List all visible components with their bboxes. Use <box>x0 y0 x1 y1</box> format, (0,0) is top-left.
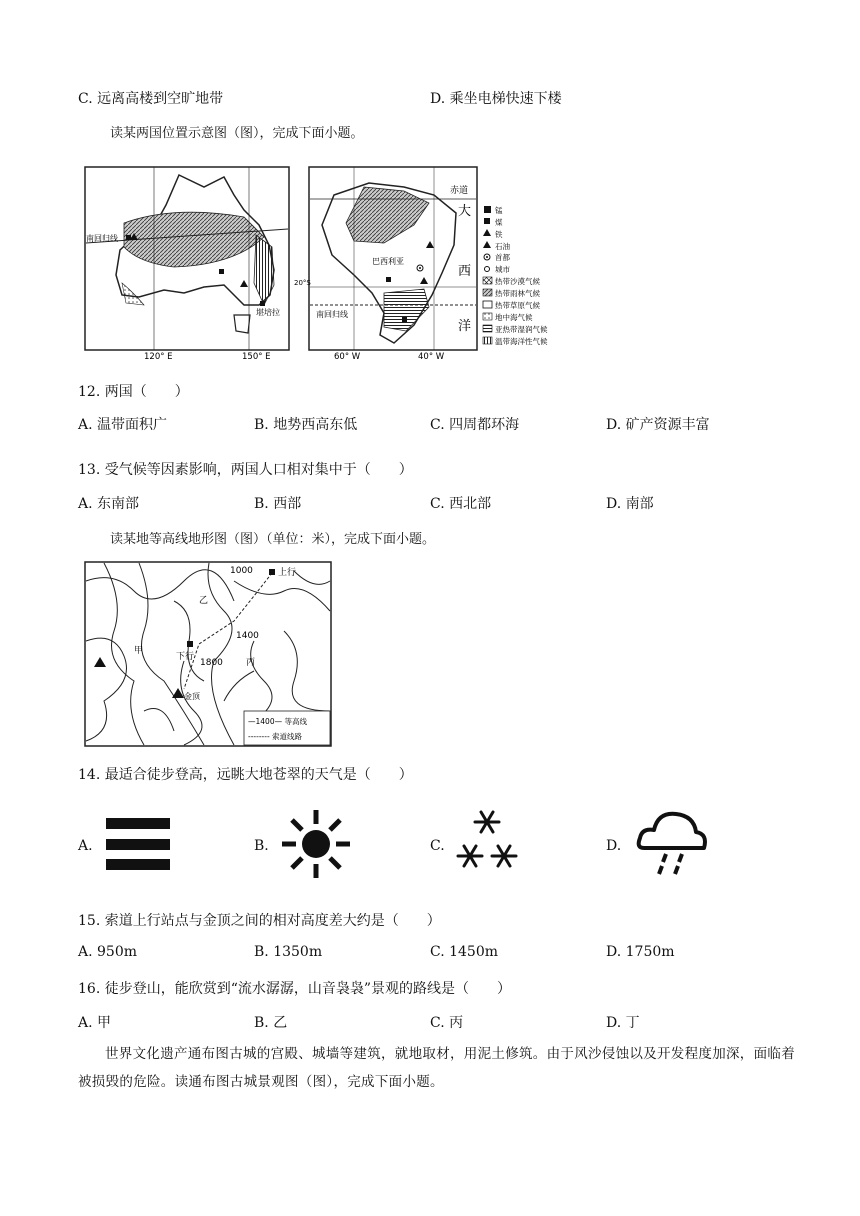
q16-option-b: B. 乙 <box>254 1015 288 1031</box>
q16-option-d: D. 丁 <box>606 1015 640 1031</box>
lon-150-label: 150° E <box>242 352 271 360</box>
contour-1800-label: 1800 <box>200 658 223 668</box>
lon-120-label: 120° E <box>144 352 173 360</box>
legend-6: 热带沙漠气候 <box>495 277 540 286</box>
intro-17: 世界文化遗产通布图古城的宫殿、城墙等建筑，就地取材，用泥土修筑。由于风沙侵蚀以及开发程度加深，面临着被损毁的危险。读通布图古城景观图（图），完成下面小题。 <box>78 1046 795 1090</box>
legend-3: 石油 <box>495 242 510 251</box>
legend-11: 温带海洋性气候 <box>495 337 548 346</box>
snow-icon <box>456 806 518 878</box>
fog-icon <box>106 816 170 872</box>
summit-label: 金顶 <box>184 692 200 701</box>
q13-option-b: B. 西部 <box>254 496 302 512</box>
q13-option-c: C. 西北部 <box>430 496 492 512</box>
ocean-label-3: 洋 <box>458 319 472 334</box>
q14-option-d-label: D. <box>606 838 622 854</box>
q14-stem: 14. 最适合徒步登高，远眺大地苍翠的天气是（ ） <box>78 767 413 783</box>
legend-0: 锰 <box>495 206 503 215</box>
q12-option-a: A. 温带面积广 <box>78 417 168 433</box>
brasilia-label: 巴西利亚 <box>372 257 404 266</box>
intro-14-16: 读某地等高线地形图（图）（单位：米），完成下面小题。 <box>110 532 436 547</box>
route-yi-label: 乙 <box>199 596 209 606</box>
q11-option-d: D. 乘坐电梯快速下楼 <box>430 91 562 107</box>
legend-8: 热带草原气候 <box>495 301 540 310</box>
q15-option-b: B. 1350m <box>254 944 323 960</box>
intro-12-13: 读某两国位置示意图（图），完成下面小题。 <box>110 126 364 141</box>
contour-map <box>84 561 332 747</box>
q15-option-a: A. 950m <box>78 944 138 960</box>
lon-40-label: 40° W <box>418 352 445 360</box>
route-jia-label: 甲 <box>134 646 144 656</box>
canberra-label: 堪培拉 <box>256 308 280 317</box>
q16-option-c: C. 丙 <box>430 1015 464 1031</box>
legend-5: 城市 <box>495 265 510 274</box>
tropic-label-left: 南回归线 <box>86 234 118 243</box>
lat-20-label: 20°S <box>294 279 311 287</box>
contour-1400-label: 1400 <box>236 631 259 641</box>
legend-contour: —1400— 等高线 <box>248 717 307 726</box>
legend-cableway: -------- 索道线路 <box>248 732 303 741</box>
upper-station-label: 上行 <box>278 568 297 578</box>
q14-option-b-label: B. <box>254 838 269 854</box>
q11-option-c: C. 远离高楼到空旷地带 <box>78 91 224 107</box>
legend-9: 地中海气候 <box>495 313 533 322</box>
q13-option-d: D. 南部 <box>606 496 654 512</box>
legend-2: 铁 <box>495 230 503 239</box>
legend-4: 首都 <box>495 253 510 262</box>
q16-stem: 16. 徒步登山，能欣赏到“流水潺潺，山音袅袅”景观的路线是（ ） <box>78 981 512 997</box>
q12-option-b: B. 地势西高东低 <box>254 417 358 433</box>
ocean-label-1: 大 <box>458 204 472 219</box>
q16-option-a: A. 甲 <box>78 1015 112 1031</box>
q12-stem: 12. 两国（ ） <box>78 384 189 400</box>
q12-option-c: C. 四周都环海 <box>430 417 520 433</box>
legend-7: 热带雨林气候 <box>495 289 540 298</box>
route-bing-label: 丙 <box>246 658 256 668</box>
two-country-map <box>84 165 584 360</box>
lon-60-label: 60° W <box>334 352 361 360</box>
q13-stem: 13. 受气候等因素影响，两国人口相对集中于（ ） <box>78 462 413 478</box>
contour-1000-label: 1000 <box>230 566 253 576</box>
q12-option-d: D. 矿产资源丰富 <box>606 417 710 433</box>
q13-option-a: A. 东南部 <box>78 496 140 512</box>
q15-option-c: C. 1450m <box>430 944 499 960</box>
sunny-icon <box>282 808 350 880</box>
map-legend <box>483 205 548 346</box>
q14-option-a-label: A. <box>78 838 93 854</box>
q15-stem: 15. 索道上行站点与金顶之间的相对高度差大约是（ ） <box>78 913 441 929</box>
rain-icon <box>636 806 708 878</box>
q14-option-c-label: C. <box>430 838 445 854</box>
equator-label: 赤道 <box>450 186 469 196</box>
ocean-label-2: 西 <box>458 264 472 279</box>
lower-station-label: 下行 <box>176 652 195 662</box>
legend-10: 亚热带湿润气候 <box>495 325 548 334</box>
legend-1: 煤 <box>495 218 503 227</box>
q15-option-d: D. 1750m <box>606 944 675 960</box>
tropic-label-right: 南回归线 <box>316 310 348 319</box>
